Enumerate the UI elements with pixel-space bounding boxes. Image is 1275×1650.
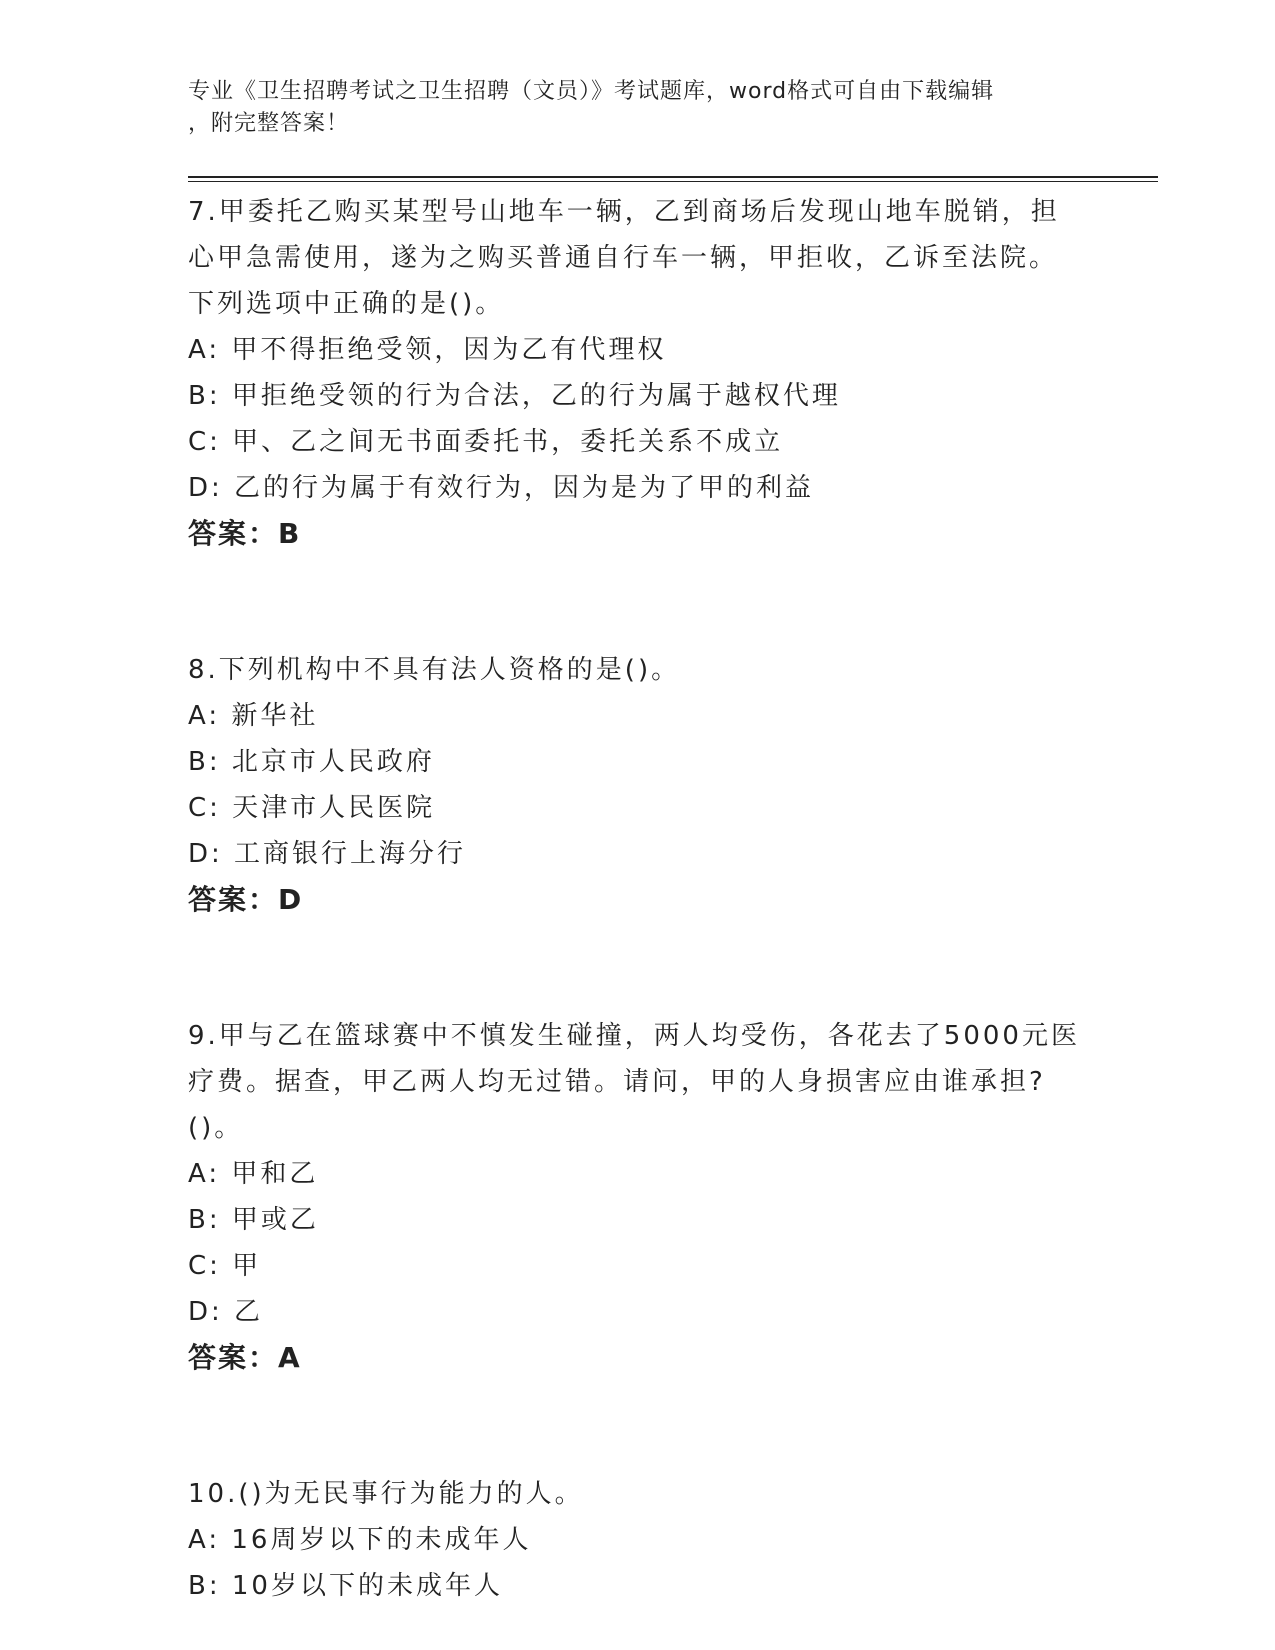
option-b: B: 甲或乙 <box>188 1205 319 1235</box>
question-spacer <box>188 557 1088 647</box>
option-d: D: 乙 <box>188 1297 264 1327</box>
header-divider-thin <box>188 181 1158 182</box>
option-d: D: 工商银行上海分行 <box>188 839 467 869</box>
header-line-1: 专业《卫生招聘考试之卫生招聘（文员）》考试题库，word格式可自由下载编辑 <box>188 79 995 104</box>
option-a: A: 新华社 <box>188 701 319 731</box>
question-10 <box>188 1471 1088 1609</box>
question-text-line: 7.甲委托乙购买某型号山地车一辆，乙到商场后发现山地车脱销，担 <box>188 197 1060 227</box>
question-text-line: 8.下列机构中不具有法人资格的是()。 <box>188 655 681 685</box>
option-a: A: 甲和乙 <box>188 1159 319 1189</box>
question-list <box>188 189 1088 1609</box>
answer-label: 答案：D <box>188 883 304 916</box>
question-spacer <box>188 1381 1088 1471</box>
option-b: B: 甲拒绝受领的行为合法，乙的行为属于越权代理 <box>188 381 841 411</box>
question-9 <box>188 1013 1088 1381</box>
option-b: B: 北京市人民政府 <box>188 747 435 777</box>
option-c: C: 甲 <box>188 1251 262 1281</box>
header-divider-thick <box>188 176 1158 178</box>
question-text-line: 心甲急需使用，遂为之购买普通自行车一辆，甲拒收，乙诉至法院。 <box>188 243 1059 273</box>
option-c: C: 天津市人民医院 <box>188 793 436 823</box>
question-text-line: 疗费。据查，甲乙两人均无过错。请问，甲的人身损害应由谁承担? <box>188 1067 1046 1097</box>
question-text-line: 10.()为无民事行为能力的人。 <box>188 1479 584 1509</box>
question-7 <box>188 189 1088 557</box>
document-header <box>188 76 1088 140</box>
option-d: D: 乙的行为属于有效行为，因为是为了甲的利益 <box>188 473 815 503</box>
answer-label: 答案：B <box>188 517 302 550</box>
question-text-line: ()。 <box>188 1113 244 1143</box>
option-c: C: 甲、乙之间无书面委托书，委托关系不成立 <box>188 427 784 457</box>
question-spacer <box>188 923 1088 1013</box>
question-8 <box>188 647 1088 923</box>
question-text-line: 下列选项中正确的是()。 <box>188 289 505 319</box>
question-text-line: 9.甲与乙在篮球赛中不慎发生碰撞，两人均受伤，各花去了5000元医 <box>188 1021 1080 1051</box>
option-a: A: 甲不得拒绝受领，因为乙有代理权 <box>188 335 667 365</box>
option-b: B: 10岁以下的未成年人 <box>188 1571 503 1601</box>
option-a: A: 16周岁以下的未成年人 <box>188 1525 532 1555</box>
header-line-2: ，附完整答案！ <box>188 111 350 136</box>
answer-label: 答案：A <box>188 1341 302 1374</box>
